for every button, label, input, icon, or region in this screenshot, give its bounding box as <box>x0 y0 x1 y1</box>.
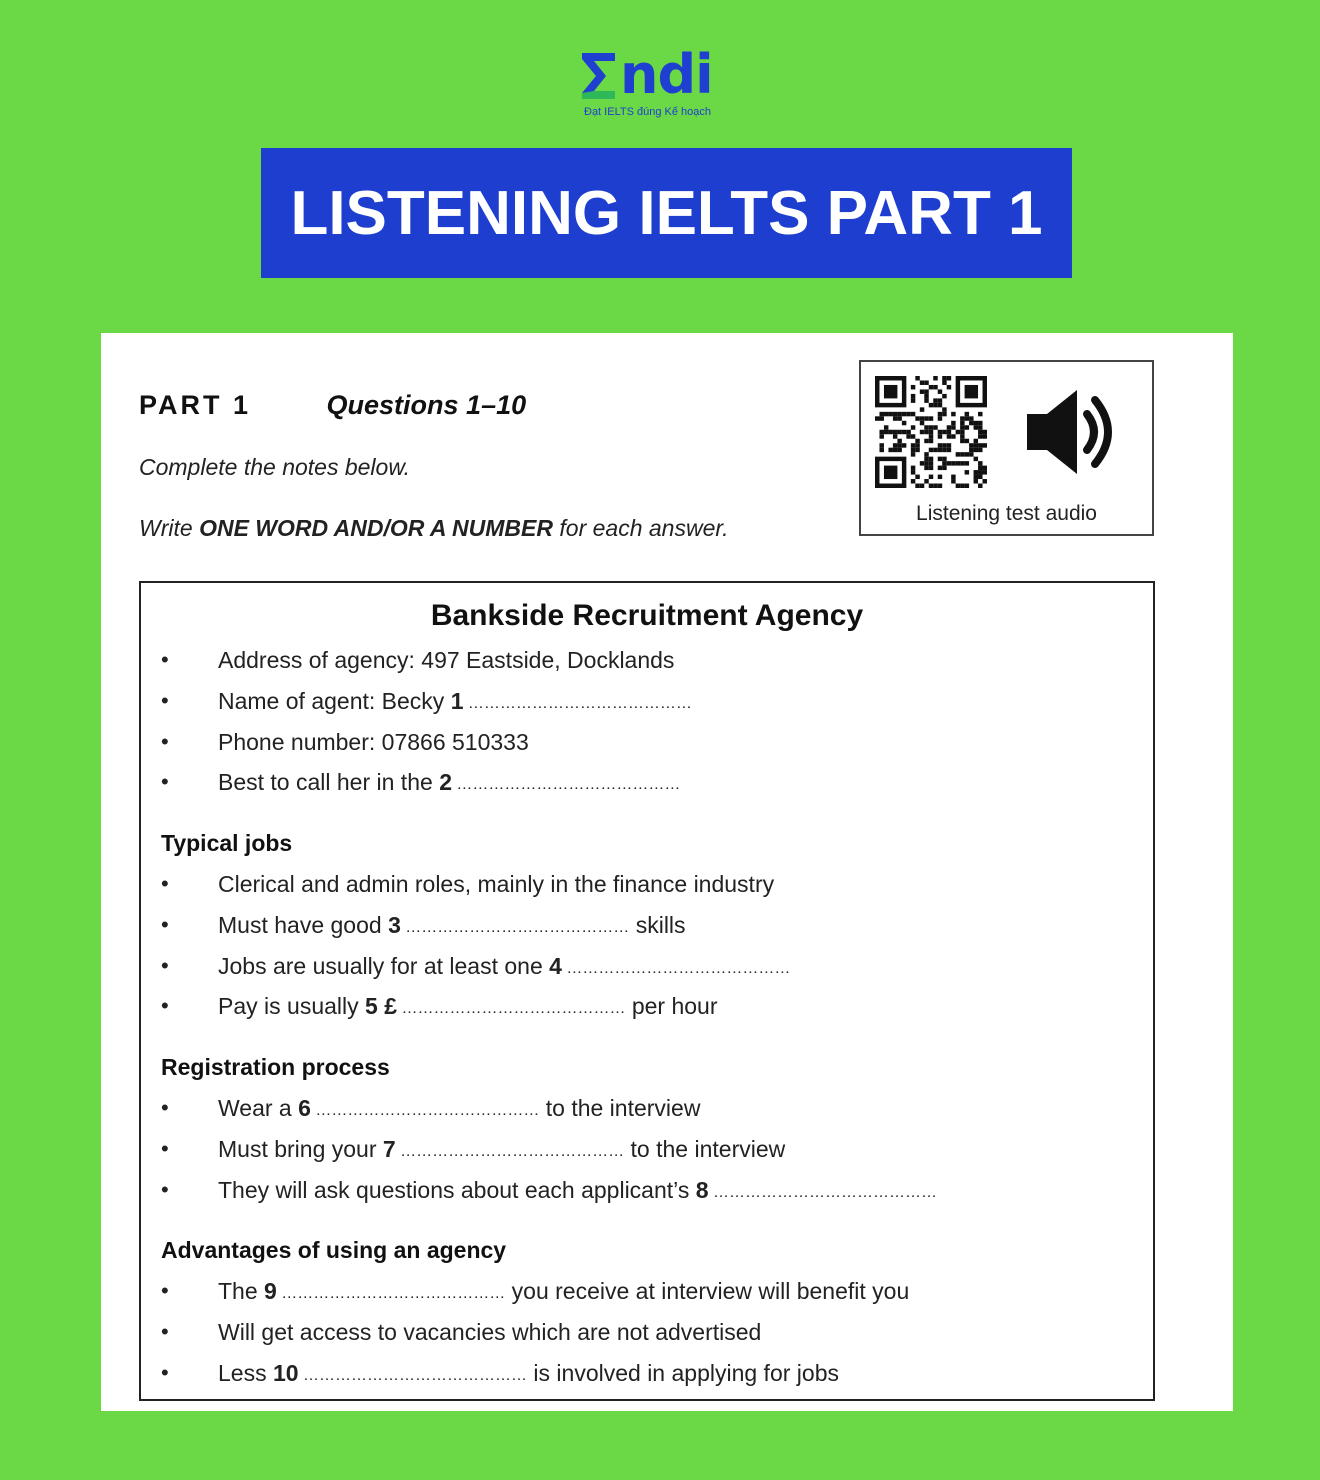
note-text: Phone number: 07866 510333 <box>218 728 529 755</box>
note-text: Wear a 6 …………………………………… to the interview <box>218 1095 701 1121</box>
answer-blank[interactable]: …………………………………… <box>298 1366 528 1384</box>
bullet: • <box>161 1278 169 1304</box>
note-text: Clerical and admin roles, mainly in the finance industry <box>218 871 775 897</box>
answer-blank[interactable]: …………………………………… <box>395 1142 625 1160</box>
instruction-complete: Complete the notes below. <box>139 454 411 480</box>
bullet: • <box>161 1319 169 1344</box>
speaker-icon[interactable] <box>1021 384 1121 480</box>
bullet: • <box>161 952 169 978</box>
note-text: They will ask questions about each applicant’s 8 …………………………………… <box>218 1176 937 1203</box>
note-text: Name of agent: Becky 1 …………………………………… <box>218 687 692 714</box>
note-text: Less 10 …………………………………… is involved in applying for jobs <box>218 1359 839 1386</box>
section-heading-advantages: Advantages of using an agency <box>161 1237 507 1264</box>
note-text: Jobs are usually for at least one 4 …………………………………… <box>218 952 791 979</box>
bullet: • <box>161 993 169 1019</box>
question-number: 4 <box>549 952 562 979</box>
part-label: PART 1 <box>139 390 252 420</box>
logo-tagline: Đạt IELTS đúng Kế hoạch <box>584 106 711 118</box>
note-text: Address of agency: 497 Eastside, Docklands <box>218 647 675 673</box>
bullet: • <box>161 1135 169 1161</box>
bullet: • <box>161 687 169 713</box>
sigma-logo-icon <box>580 50 618 102</box>
note-text: Must have good 3 …………………………………… skills <box>218 911 686 938</box>
questions-range: Questions 1–10 <box>326 390 527 420</box>
question-number: 3 <box>388 911 401 938</box>
bullet: • <box>161 647 169 672</box>
answer-blank[interactable]: …………………………………… <box>463 694 692 712</box>
answer-blank[interactable]: …………………………………… <box>276 1285 506 1303</box>
notes-box <box>139 581 1155 1401</box>
question-number: 8 <box>695 1176 709 1203</box>
question-number: 1 <box>450 687 464 714</box>
answer-blank[interactable]: …………………………………… <box>561 959 791 977</box>
bullet: • <box>161 1359 169 1385</box>
note-text: The 9 …………………………………… you receive at interview will benefit you <box>218 1278 910 1305</box>
bullet: • <box>161 911 169 937</box>
instruction-word-limit: Write ONE WORD AND/OR A NUMBER for each answer. <box>139 515 729 541</box>
title-banner <box>261 148 1072 278</box>
part-heading <box>139 390 526 421</box>
note-text: Must bring your 7 …………………………………… to the interview <box>218 1135 786 1162</box>
test-paper <box>101 333 1233 1411</box>
answer-blank[interactable]: …………………………………… <box>708 1183 937 1201</box>
answer-blank[interactable]: …………………………………… <box>400 918 630 936</box>
logo-wordmark: ndi <box>620 43 713 106</box>
note-text: Best to call her in the 2 …………………………………… <box>218 769 681 796</box>
notes-title: Bankside Recruitment Agency <box>430 599 864 632</box>
bullet: • <box>161 871 169 896</box>
answer-blank[interactable]: …………………………………… <box>310 1102 540 1119</box>
section-heading-typical-jobs: Typical jobs <box>161 830 293 857</box>
note-text: Pay is usually 5 £ …………………………………… per hour <box>218 993 718 1020</box>
bullet: • <box>161 1176 169 1202</box>
qr-code-icon[interactable] <box>875 376 987 488</box>
question-number: 9 <box>264 1278 277 1305</box>
bullet: • <box>161 769 169 795</box>
endi-logo <box>580 40 740 120</box>
bullet: • <box>161 1095 169 1120</box>
answer-blank[interactable]: …………………………………… <box>397 1000 626 1018</box>
note-text: Will get access to vacancies which are not advertised <box>218 1319 762 1345</box>
audio-label: Listening test audio <box>916 502 1097 525</box>
question-number: 5 £ <box>365 993 397 1020</box>
question-number: 7 <box>382 1135 396 1162</box>
answer-blank[interactable]: …………………………………… <box>451 776 681 794</box>
banner-title: LISTENING IELTS PART 1 <box>290 178 1043 248</box>
audio-box[interactable] <box>859 360 1154 536</box>
question-number: 2 <box>439 769 452 796</box>
section-heading-registration: Registration process <box>161 1054 390 1081</box>
bullet: • <box>161 728 169 754</box>
question-number: 10 <box>272 1359 299 1386</box>
question-number: 6 <box>298 1095 311 1121</box>
